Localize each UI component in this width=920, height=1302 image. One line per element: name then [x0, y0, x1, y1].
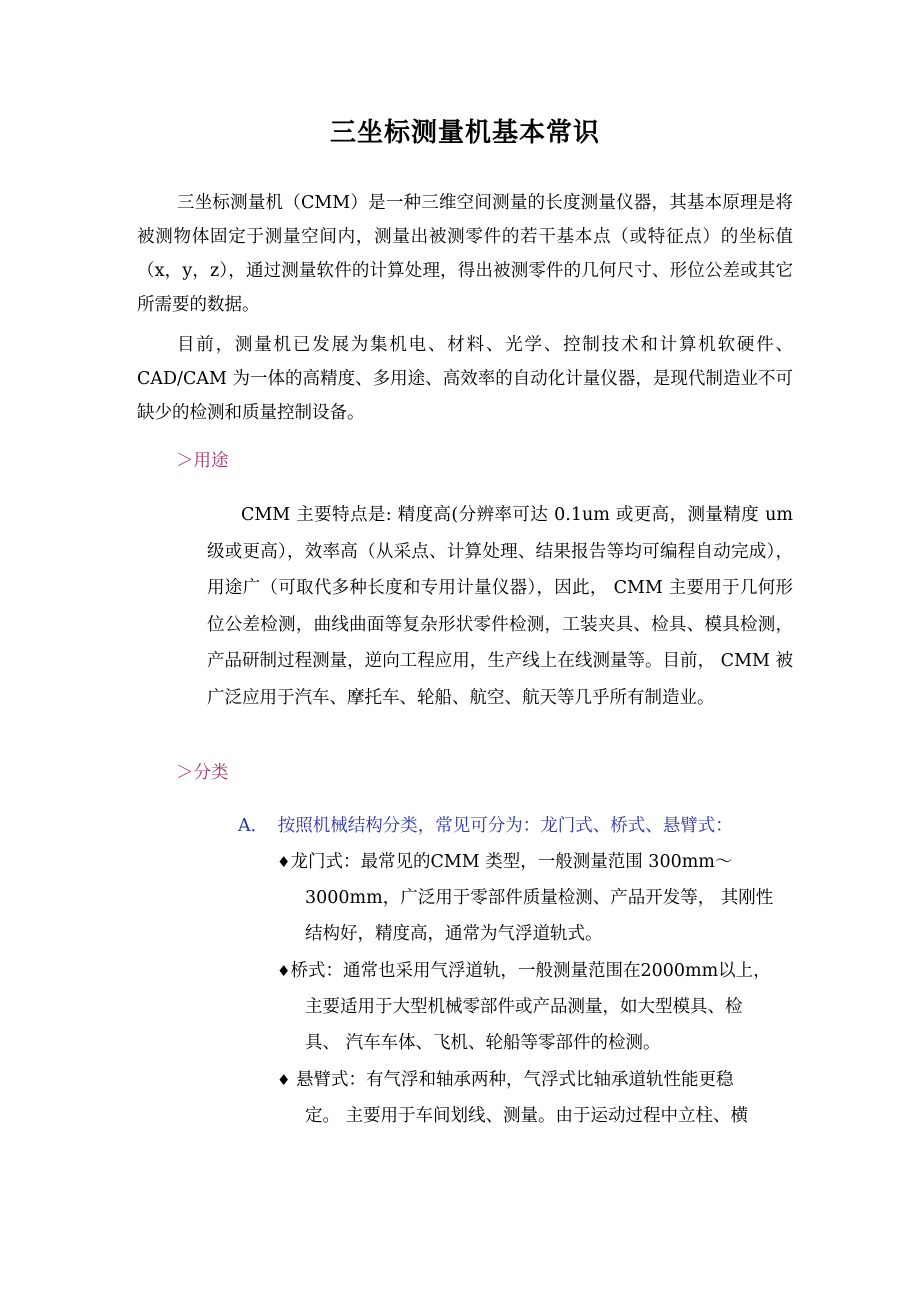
section-heading-usage: ＞用途: [176, 451, 229, 471]
bullet-line: [277, 844, 793, 880]
diamond-bullet-icon: ♦: [277, 962, 291, 980]
intro-paragraph-2: 目前，测量机已发展为集机电、材料、光学、控制技术和计算机软硬件、CAD/CAM 为一体的高精度、多用途、高效率的自动化计量仪器，是现代制造业不可缺少的检测和质量控制设备。: [137, 335, 793, 423]
bullet-text: 桥式：通常也采用气浮道轨，一般测量范围在2000mm以上，: [290, 961, 771, 981]
bullet-line: 具、 汽车车体、飞机、轮船等零部件的检测。: [305, 1033, 661, 1053]
bullet-line: 主要适用于大型机械零部件或产品测量，如大型模具、检: [305, 997, 743, 1017]
subsection-a-heading: A． 按照机械结构分类，常见可分为：龙门式、桥式、悬臂式：: [238, 816, 733, 836]
section-heading-classify: ＞分类: [176, 763, 229, 783]
bullet-text: 悬臂式：有气浮和轴承两种，气浮式比轴承道轨性能更稳: [290, 1070, 734, 1090]
diamond-bullet-icon: ♦: [277, 1071, 291, 1089]
bullet-gantry: [277, 844, 793, 952]
document-title: 三坐标测量机基本常识: [329, 118, 600, 148]
bullet-line: [277, 953, 793, 989]
bullet-line: 3000mm，广泛用于零部件质量检测、产品开发等， 其刚性: [305, 888, 774, 908]
diamond-bullet-icon: ♦: [277, 853, 291, 871]
intro-paragraph-1: 三坐标测量机（CMM）是一种三维空间测量的长度测量仪器，其基本原理是将被测物体固定于测量空间内，测量出被测零件的若干基本点（或特征点）的坐标值（x，y，z），通过测量软件的计算处理，得出被测零件的几何尺寸、形位公差或其它所需要的数据。: [137, 193, 793, 315]
bullet-cantilever: [277, 1062, 793, 1134]
bullet-line: [277, 1062, 793, 1098]
bullet-text: 龙门式：最常见的CMM 类型，一般测量范围 300mm〜: [290, 852, 733, 872]
bullet-bridge: [277, 953, 793, 1061]
usage-paragraph: CMM 主要特点是: 精度高(分辨率可达 0.1um 或更高，测量精度 um 级或更高），效率高（从采点、计算处理、结果报告等均可编程自动完成），用途广（可取代多种长度和专用计量仪器），因此， CMM 主要用于几何形位公差检测，曲线曲面等复杂形状零件检测，工装夹具、检具、模具检测，产品研制过程测量，逆向工程应用，生产线上在线测量等。目前， CMM 被广泛应用于汽车、摩托车、轮船、航空、航天等几乎所有制造业。: [207, 505, 793, 708]
bullet-line: 定。 主要用于车间划线、测量。由于运动过程中立柱、横: [305, 1106, 749, 1126]
bullet-line: 结构好，精度高，通常为气浮道轨式。: [305, 924, 603, 944]
